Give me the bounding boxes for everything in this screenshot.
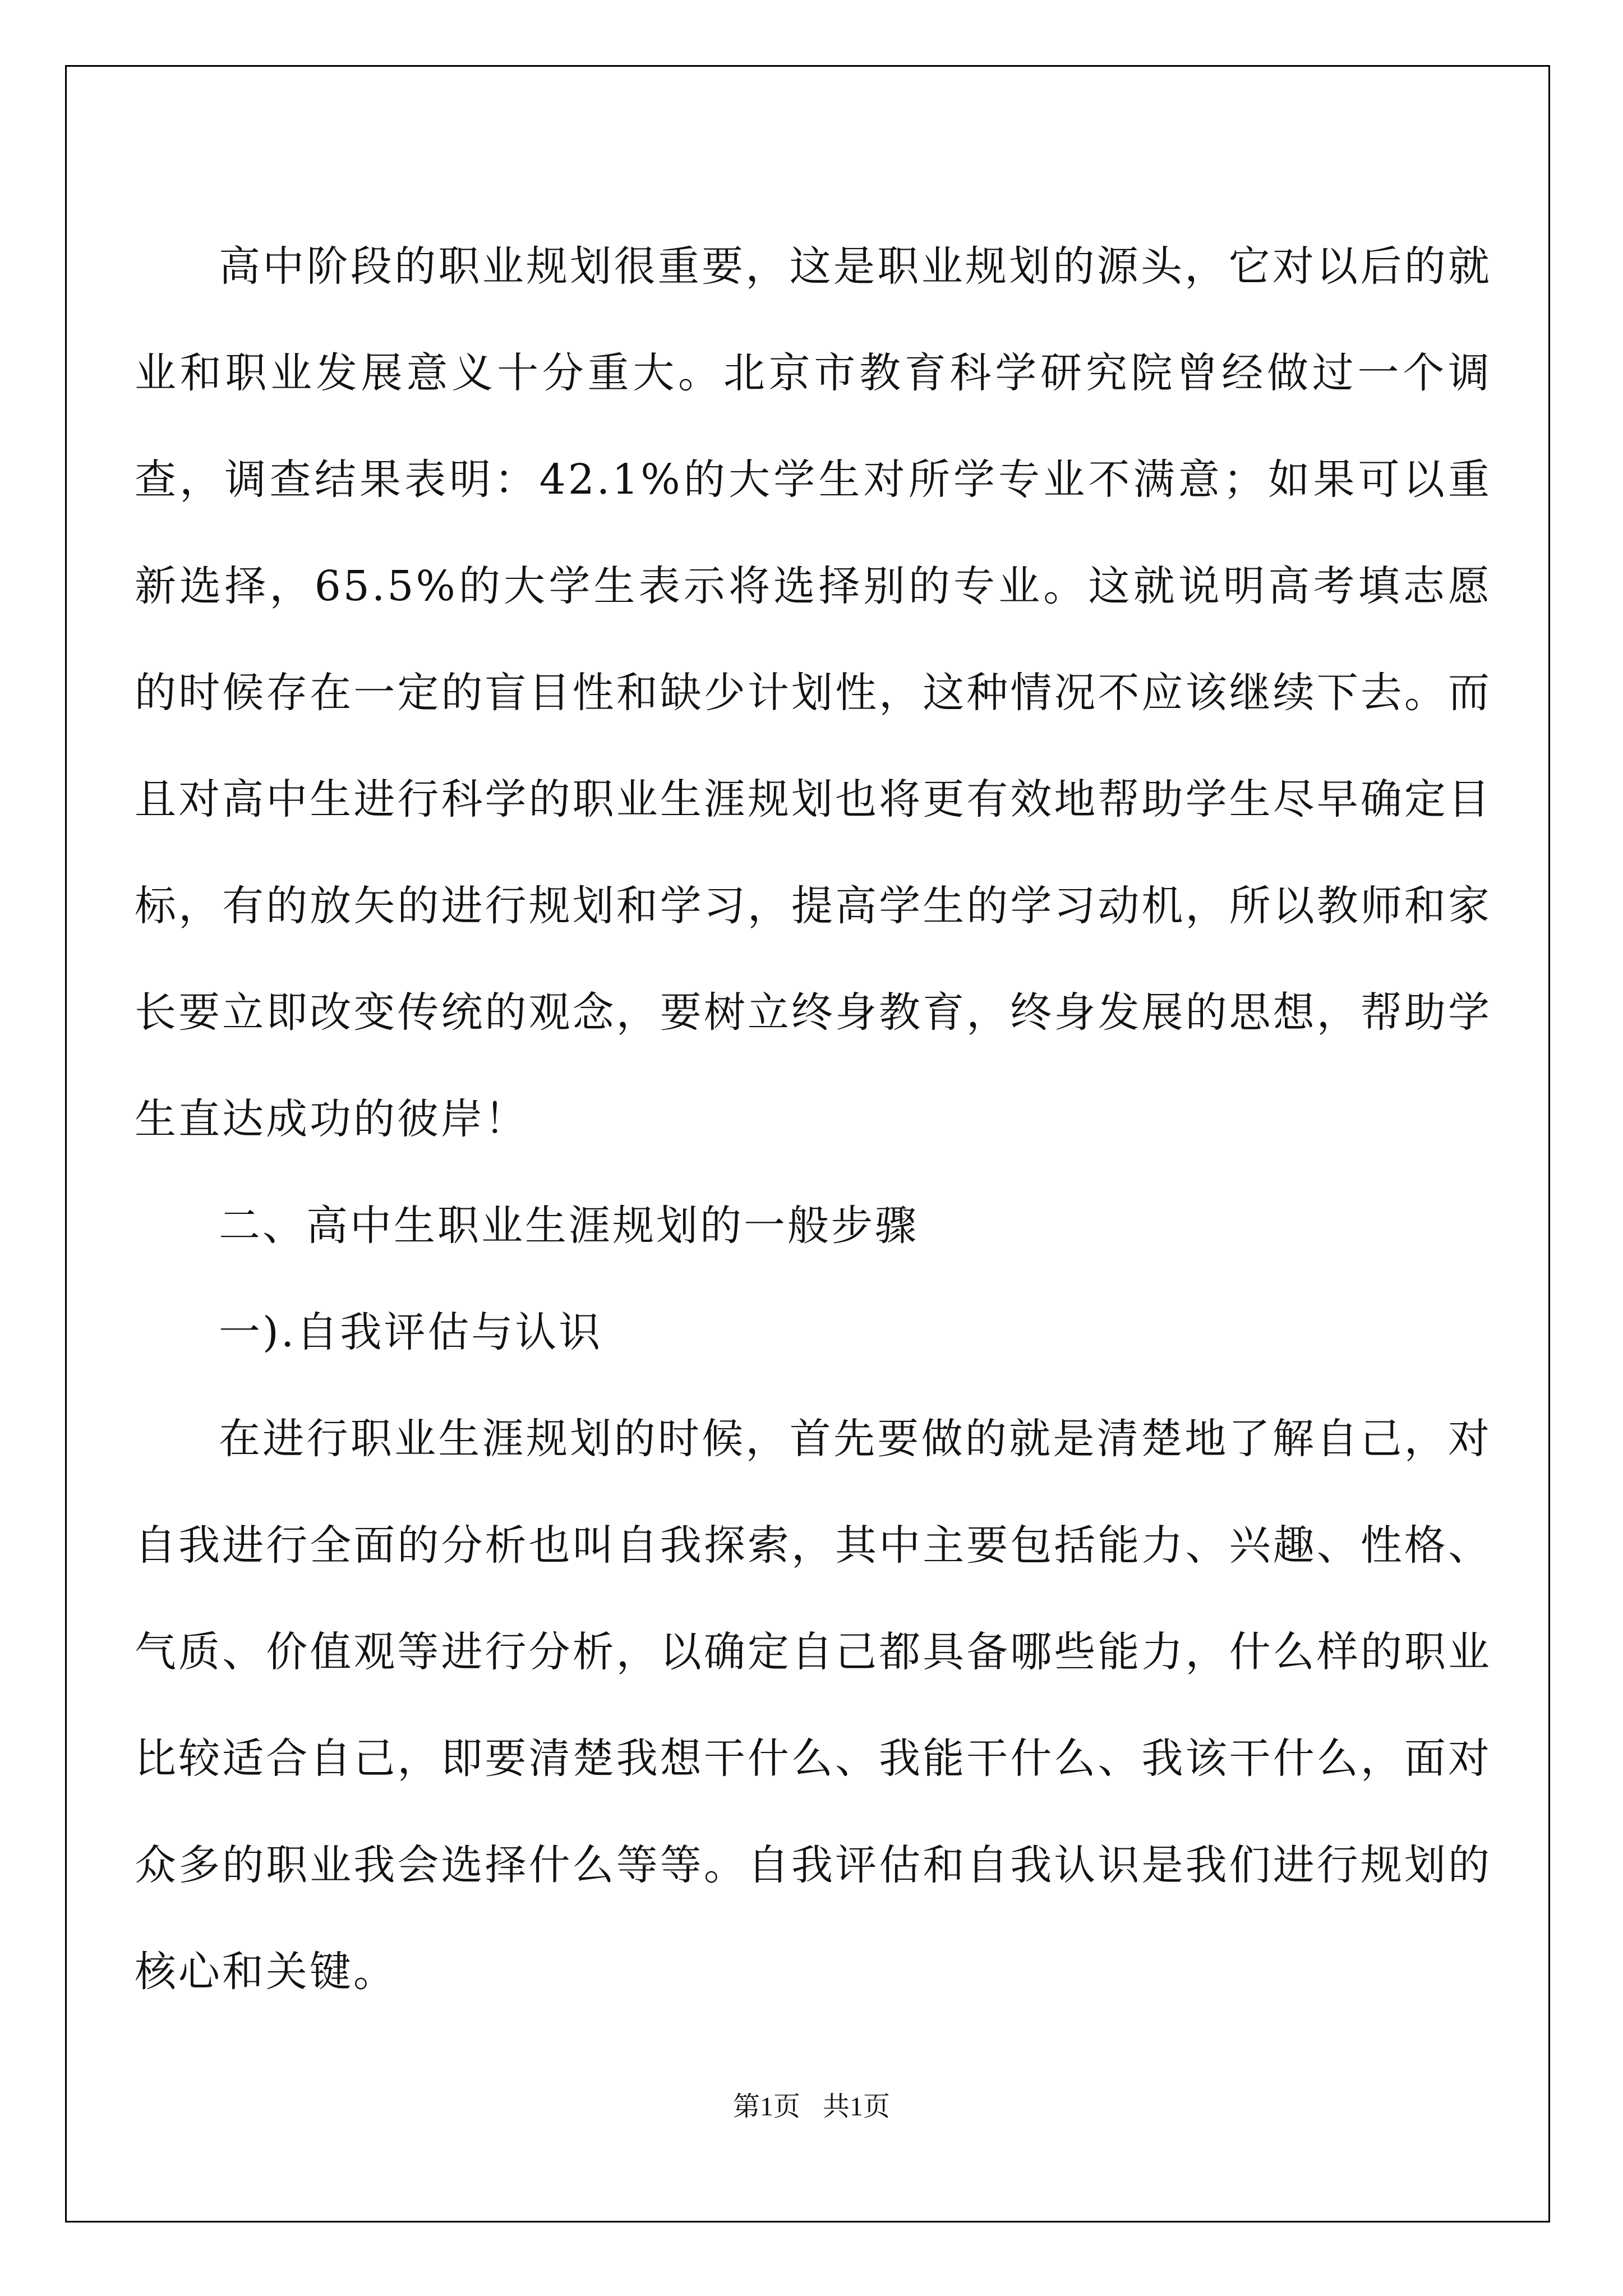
- page-number-current: 第1页: [732, 2092, 800, 2122]
- document-body: [135, 213, 1492, 2025]
- paragraph-self-assessment: 在进行职业生涯规划的时候，首先要做的就是清楚地了解自己，对自我进行全面的分析也叫自我探索，其中主要包括能力、兴趣、性格、气质、价值观等进行分析，以确定自己都具备哪些能力，什么样的职业比较适合自己，即要清楚我想干什么、我能干什么、我该干什么，面对众多的职业我会选择什么等等。自我评估和自我认识是我们进行规划的核心和关键。: [135, 1415, 1492, 1996]
- paragraph-career-planning-importance: 高中阶段的职业规划很重要，这是职业规划的源头，它对以后的就业和职业发展意义十分重大。北京市教育科学研究院曾经做过一个调查，调查结果表明：42.1%的大学生对所学专业不满意；如果可以重新选择，65.5%的大学生表示将选择别的专业。这就说明高考填志愿的时候存在一定的盲目性和缺少计划性，这种情况不应该继续下去。而且对高中生进行科学的职业生涯规划也将更有效地帮助学生尽早确定目标，有的放矢的进行规划和学习，提高学生的学习动机，所以教师和家长要立即改变传统的观念，要树立终身教育，终身发展的思想，帮助学生直达成功的彼岸！: [135, 242, 1492, 1143]
- subheading-self-assessment: 一).自我评估与认识: [219, 1308, 603, 1356]
- page-footer: [0, 2090, 1623, 2124]
- heading-general-steps: 二、高中生职业生涯规划的一般步骤: [219, 1202, 919, 1250]
- page-number-total: 共1页: [823, 2092, 891, 2122]
